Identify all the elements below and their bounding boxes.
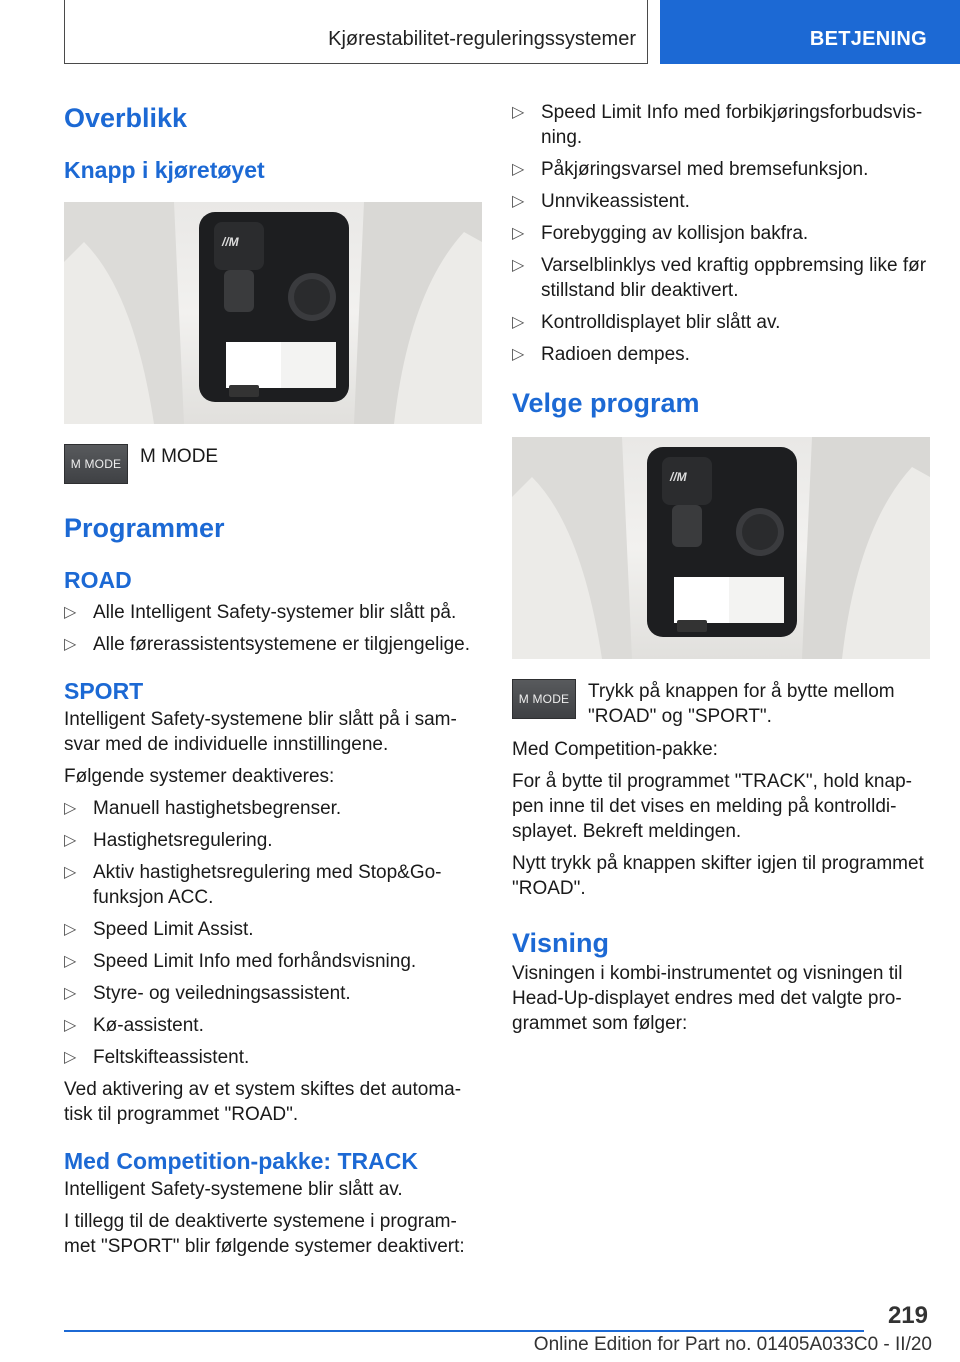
list-item: ▷ Varselblinklys ved kraftig oppbremsing like før stillstand blir deaktivert. (512, 253, 930, 303)
sport-paragraph-1: Intelligent Safety-systemene blir slått på i sam-svar med de individuelle innstillingene. (64, 709, 457, 755)
heading-overview: Overblikk (64, 103, 188, 133)
paragraph-track-hold: For å bytte til programmet "TRACK", hold knap-pen inne til det vises en melding på kontrolldi-splayet. Bekreft meldingen. (512, 771, 912, 842)
list-item: ▷ Manuell hastighetsbegrenser. (64, 796, 482, 821)
svg-text://M: //M (670, 470, 687, 484)
list-item: ▷ Speed Limit Info med forbikjøringsforbudsvis-ning. (512, 100, 930, 150)
heading-display: Visning (512, 928, 610, 958)
console-illustration (64, 202, 482, 424)
list-item: ▷ Speed Limit Info med forhåndsvisning. (64, 949, 482, 974)
list-item: ▷ Kontrolldisplayet blir slått av. (512, 310, 930, 335)
list-item: ▷ Alle Intelligent Safety-systemer blir slått på. (64, 600, 482, 625)
section-title: Kjørestabilitet-reguleringssystemer (328, 28, 636, 50)
sport-list (64, 796, 482, 1070)
page-number: 219 (887, 1302, 928, 1329)
list-item: ▷ Radioen dempes. (512, 342, 930, 367)
list-item: ▷ Speed Limit Assist. (64, 917, 482, 942)
heading-track: Med Competition-pakke: TRACK (64, 1148, 418, 1174)
svg-text://M: //M (222, 235, 239, 249)
left-column (64, 100, 482, 1259)
footer-edition: Online Edition for Part no. 01405A033C0 - II/20 (533, 1334, 932, 1355)
list-item: ▷ Hastighetsregulering. (64, 828, 482, 853)
m-mode-button-icon: M MODE (512, 679, 576, 719)
paragraph-road-again: Nytt trykk på knappen skifter igjen til programmet "ROAD". (512, 853, 924, 899)
sport-paragraph-3: Ved aktivering av et system skiftes det automa-tisk til programmet "ROAD". (64, 1079, 462, 1125)
heading-button-in-vehicle: Knapp i kjøretøyet (64, 157, 265, 183)
m-mode-button-icon: M MODE (64, 444, 128, 484)
list-item: ▷ Aktiv hastighetsregulering med Stop&Go-funksjon ACC. (64, 860, 482, 910)
paragraph-competition: Med Competition-pakke: (512, 739, 718, 760)
list-item: ▷ Kø-assistent. (64, 1013, 482, 1038)
right-column (512, 100, 930, 1036)
m-mode-caption: Trykk på knappen for å bytte mellom "ROAD" og "SPORT". (588, 681, 895, 727)
heading-road: ROAD (64, 567, 132, 593)
list-item: ▷ Påkjøringsvarsel med bremsefunksjon. (512, 157, 930, 182)
footer-divider (64, 1330, 864, 1332)
chapter-tab-label: BETJENING (809, 28, 927, 50)
chapter-tab (660, 0, 960, 64)
list-item: ▷ Forebygging av kollisjon bakfra. (512, 221, 930, 246)
m-mode-caption: M MODE (140, 446, 219, 467)
track-paragraph-2: I tillegg til de deaktiverte systemene i program-met "SPORT" blir følgende systemer deaktivert: (64, 1211, 465, 1257)
track-paragraph-1: Intelligent Safety-systemene blir slått av. (64, 1179, 403, 1200)
track-list (512, 100, 930, 367)
m-mode-legend (64, 444, 482, 484)
heading-select-program: Velge program (512, 388, 700, 418)
list-item: ▷ Feltskifteassistent. (64, 1045, 482, 1070)
sport-paragraph-2: Følgende systemer deaktiveres: (64, 766, 335, 787)
heading-sport: SPORT (64, 678, 144, 704)
console-photo (512, 437, 930, 659)
list-item: ▷ Alle førerassistentsystemene er tilgjengelige. (64, 632, 482, 657)
road-list (64, 600, 482, 657)
list-item: ▷ Styre- og veiledningsassistent. (64, 981, 482, 1006)
console-photo (64, 202, 482, 424)
console-illustration (512, 437, 930, 659)
list-item: ▷ Unnvikeassistent. (512, 189, 930, 214)
paragraph-display: Visningen i kombi-instrumentet og visningen til Head-Up-displayet endres med det valgte pro-grammet som følger: (512, 963, 903, 1034)
heading-programs: Programmer (64, 513, 225, 543)
m-mode-legend (512, 679, 930, 729)
